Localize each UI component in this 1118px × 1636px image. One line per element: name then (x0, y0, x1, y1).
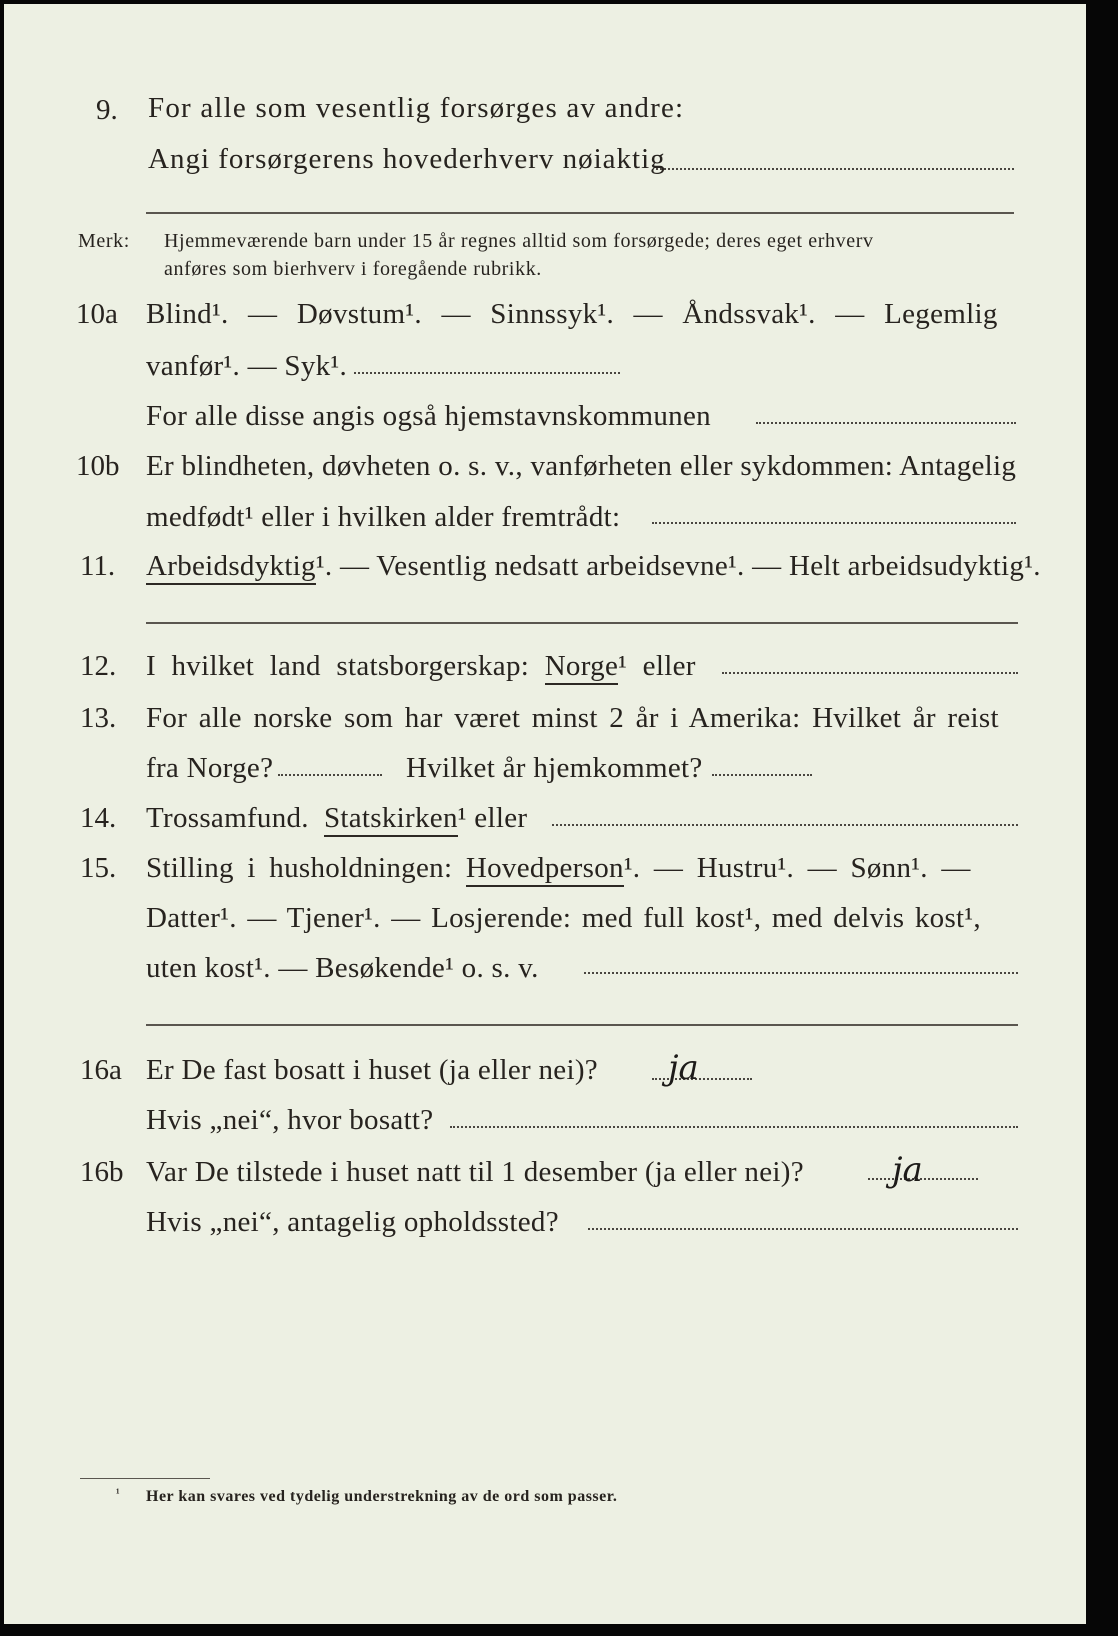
footnote-text: Her kan svares ved tydelig understrekning av de ord som passer. (146, 1488, 618, 1505)
q10a-line1: Blind¹. — Døvstum¹. — Sinnssyk¹. — Åndssvak¹. — Legemlig (146, 298, 998, 330)
q13-line1: For alle norske som har været minst 2 år i Amerika: Hvilket år reist (146, 702, 999, 734)
q9-number: 9. (96, 94, 118, 126)
q10b-answer-line[interactable] (652, 522, 1016, 524)
footnote-divider (80, 1478, 210, 1479)
footnote-mark: ¹ (116, 1486, 121, 1500)
q15-underlined-answer: Hovedperson (466, 852, 624, 887)
q11-underlined-answer: Arbeidsdyktig (146, 550, 316, 585)
q16b-line1: Var De tilstede i huset natt til 1 desember (ja eller nei)? (146, 1156, 804, 1188)
merk-label: Merk: (78, 230, 130, 252)
census-form-page (4, 4, 1086, 1624)
q16a-handwritten-answer[interactable]: ja (668, 1048, 699, 1088)
q12-line (146, 650, 696, 683)
q15-answer-line[interactable] (584, 972, 1018, 974)
q9-line1: For alle som vesentlig forsørges av andre: (148, 92, 685, 124)
q14-pre: Trossamfund. (146, 802, 309, 834)
q16a-line1: Er De fast bosatt i huset (ja eller nei)? (146, 1054, 598, 1086)
q16b-line2: Hvis „nei“, antagelig opholdssted? (146, 1206, 559, 1238)
q15-number: 15. (80, 852, 117, 884)
merk-line2: anføres som bierhverv i foregående rubrikk. (164, 258, 542, 280)
q10a-line3: For alle disse angis også hjemstavnskommunen (146, 400, 711, 432)
q13-reist-answer-line[interactable] (278, 774, 382, 776)
q12-pre: I hvilket land statsborgerskap: (146, 650, 530, 682)
q11-line (146, 550, 1041, 583)
q14-line (146, 802, 527, 835)
q16a-number: 16a (80, 1054, 122, 1086)
q10a-line2: vanfør¹. — Syk¹. (146, 350, 348, 382)
q10a-hjemstavn-answer-line[interactable] (756, 422, 1016, 424)
q13-line2a: fra Norge? (146, 752, 274, 784)
q13-number: 13. (80, 702, 117, 734)
q15-extra-line[interactable] (146, 1024, 1018, 1026)
q16b-opholdssted-answer-line[interactable] (588, 1228, 1018, 1230)
q16b-handwritten-answer[interactable]: ja (892, 1150, 923, 1190)
q15-line1 (146, 852, 971, 885)
q14-post: ¹ eller (457, 802, 528, 834)
q9-line2: Angi forsørgerens hovederhverv nøiaktig (148, 143, 666, 175)
q16a-answer-line[interactable] (652, 1078, 752, 1080)
q15-post: ¹. — Hustru¹. — Sønn¹. — (623, 852, 971, 884)
q11-number: 11. (80, 550, 116, 582)
q9-extra-line[interactable] (146, 212, 1014, 214)
q14-number: 14. (80, 802, 117, 834)
q13-hjemkommet-answer-line[interactable] (712, 774, 812, 776)
q12-number: 12. (80, 650, 117, 682)
q15-line3: uten kost¹. — Besøkende¹ o. s. v. (146, 952, 539, 984)
q10a-number: 10a (76, 298, 118, 330)
q10b-line1: Er blindheten, døvheten o. s. v., vanførheten eller sykdommen: Antagelig (146, 450, 1017, 482)
q10a-syk-answer-line[interactable] (354, 372, 620, 374)
q14-underlined-answer: Statskirken (324, 802, 458, 837)
q16a-line2: Hvis „nei“, hvor bosatt? (146, 1104, 434, 1136)
q10b-number: 10b (76, 450, 120, 482)
q14-answer-line[interactable] (552, 824, 1018, 826)
q15-pre: Stilling i husholdningen: (146, 852, 453, 884)
q12-post: ¹ eller (618, 650, 696, 682)
q16a-bosatt-answer-line[interactable] (450, 1126, 1018, 1128)
q13-line2b: Hvilket år hjemkommet? (406, 752, 703, 784)
q12-answer-line[interactable] (722, 672, 1018, 674)
q11-extra-line[interactable] (146, 622, 1018, 624)
q9-answer-line[interactable] (656, 168, 1014, 170)
merk-line1: Hjemmeværende barn under 15 år regnes alltid som forsørgede; deres eget erhverv (164, 230, 874, 252)
q16b-number: 16b (80, 1156, 124, 1188)
q11-rest: ¹. — Vesentlig nedsatt arbeidsevne¹. — Helt arbeidsudyktig¹. (315, 550, 1041, 582)
q12-underlined-answer: Norge (545, 650, 618, 685)
q15-line2: Datter¹. — Tjener¹. — Losjerende: med full kost¹, med delvis kost¹, (146, 902, 981, 934)
q16b-answer-line[interactable] (868, 1178, 978, 1180)
q10b-line2: medfødt¹ eller i hvilken alder fremtrådt: (146, 501, 621, 533)
